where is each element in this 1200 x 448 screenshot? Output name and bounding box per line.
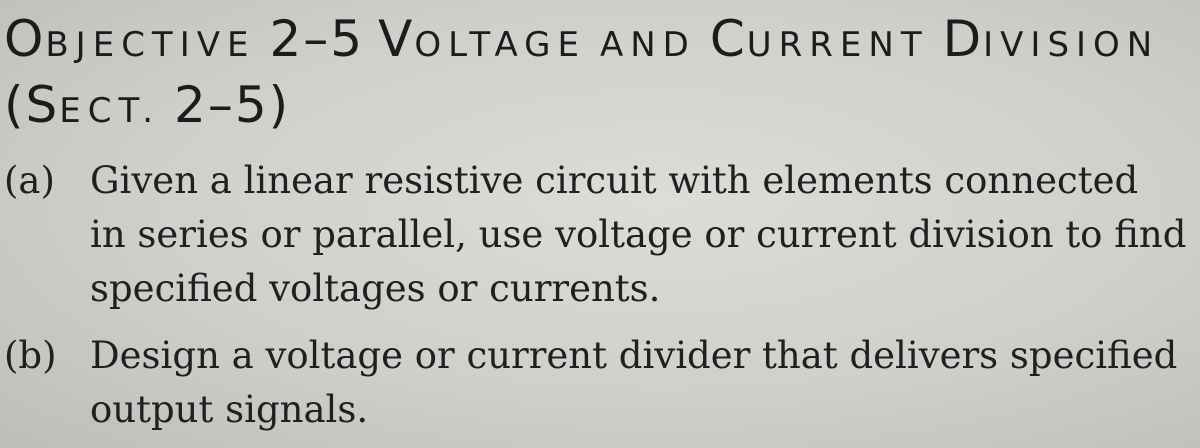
line1-word: [942, 10, 1160, 68]
line2-word: [174, 76, 291, 134]
item-a-line-3: specified voltages or currents.: [90, 267, 661, 310]
line1-word-part: V: [378, 10, 415, 68]
item-b-line-2: output signals.: [90, 388, 369, 431]
section-reference: [4, 76, 304, 134]
item-a-line-1: [4, 154, 1194, 208]
line1-word: [269, 10, 365, 68]
item-a-text-1: Given a linear resistive circuit with elements connected: [90, 159, 1139, 202]
line2-word-part: 2–5): [174, 76, 291, 134]
line1-word-part: 2–5: [269, 10, 365, 68]
line1-word-part: URRENT: [746, 25, 929, 65]
line2-word-part: (: [4, 76, 26, 134]
item-b-text-1: Design a voltage or current divider that delivers specified: [90, 334, 1178, 377]
objective-heading: [4, 10, 1173, 68]
item-a-marker: (a): [4, 159, 55, 202]
line1-word: [599, 25, 696, 65]
line1-word-part: D: [942, 10, 984, 68]
item-b-line-1: [4, 329, 1194, 383]
line2-word-part: ECT.: [59, 91, 161, 131]
line2-word: [4, 76, 161, 134]
line1-word: [709, 10, 929, 68]
line1-word-part: AND: [599, 25, 696, 65]
line1-word-part: OLTAGE: [414, 25, 586, 65]
line1-word: [378, 10, 586, 68]
line1-word: [4, 10, 256, 68]
line1-word-part: C: [709, 10, 747, 68]
line1-word-part: O: [4, 10, 46, 68]
line2-word-part: S: [25, 76, 60, 134]
item-b-marker: (b): [4, 334, 57, 377]
item-a-line-2: in series or parallel, use voltage or current division to find: [90, 213, 1187, 256]
objective-item-b: [4, 329, 1194, 437]
objective-item-a: [4, 154, 1194, 316]
line1-word-part: IVISION: [983, 25, 1160, 65]
line1-word-part: BJECTIVE: [45, 25, 256, 65]
